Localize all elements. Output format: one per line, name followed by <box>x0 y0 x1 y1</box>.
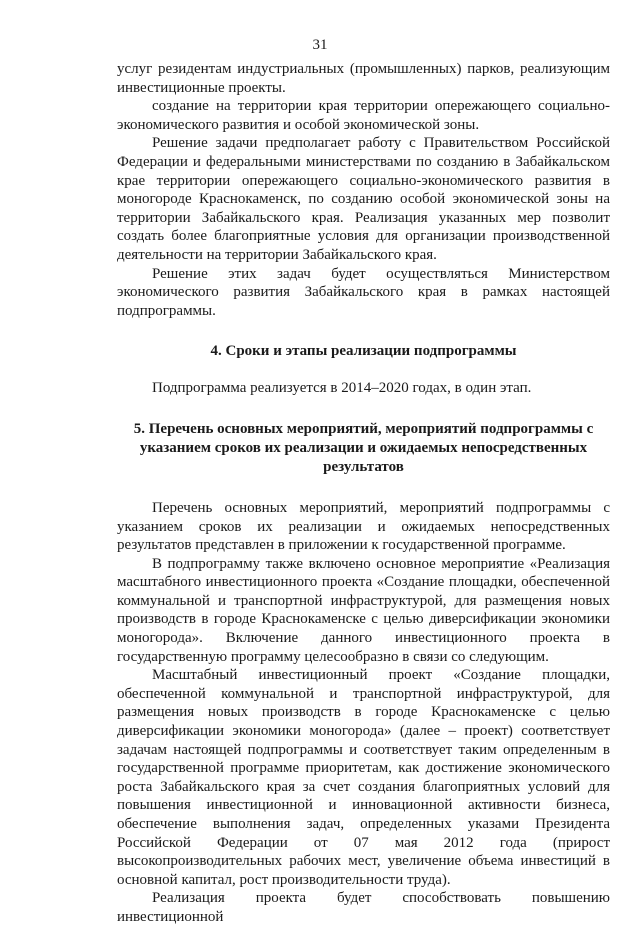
paragraph-timeline: Подпрограмма реализуется в 2014–2020 годах, в один этап. <box>152 380 532 397</box>
page-number: 31 <box>312 37 328 53</box>
paragraph-sez-creation: создание на территории края территории опережающего социально-экономического развития и особой экономической зоны. <box>117 98 610 133</box>
section-heading-5: 5. Перечень основных мероприятий, мероприятий подпрограммы с указанием сроков их реализации и ожидаемых непосредственных результатов <box>133 420 594 475</box>
document-body <box>117 60 610 927</box>
paragraph-project-description: Масштабный инвестиционный проект «Создание площадки, обеспеченной коммунальной и транспортной инфраструктурой, для размещения новых производств в городе Краснокаменске с целью диверсификации экономики моногорода» (далее – проект) соответствует задачам настоящей подпрограммы и соответствует таким определенным в государственной программе приоритетам, как достижение экономического роста Забайкальского края за счет создания благоприятных условий для повышения инвестиционной и инновационной активности бизнеса, обеспечение выполнения задач, определенных указами Президента Российской Федерации от 07 мая 2012 года (прирост высокопроизводительных рабочих мест, увеличение объема инвестиций в основной капитал, рост производительности труда). <box>117 667 610 888</box>
paragraph-project-impact: Реализация проекта будет способствовать повышению инвестиционной <box>117 890 610 925</box>
section-heading-4: 4. Сроки и этапы реализации подпрограммы <box>210 343 517 360</box>
paragraph-ministry: Решение этих задач будет осуществляться Министерством экономического развития Забайкальского края в рамках настоящей подпрограммы. <box>117 265 610 319</box>
paragraph-main-activity: В подпрограмму также включено основное мероприятие «Реализация масштабного инвестиционного проекта «Создание площадки, обеспеченной коммунальной и транспортной инфраструктурой, для размещения новых производств в городе Краснокаменске с целью диверсификации экономики моногорода». Включение данного инвестиционного проекта в государственную программу целесообразно в связи со следующим. <box>117 555 610 665</box>
paragraph-continuation: услуг резидентам индустриальных (промышленных) парков, реализующим инвестиционные проекты. <box>117 61 610 96</box>
paragraph-activities-list: Перечень основных мероприятий, мероприятий подпрограммы с указанием сроков их реализации и ожидаемых непосредственных результатов представлен в приложении к государственной программе. <box>117 499 610 554</box>
paragraph-task-solution: Решение задачи предполагает работу с Правительством Российской Федерации и федеральными министерствами по созданию в Забайкальском крае территории опережающего социально-экономического развития в моногороде Краснокаменск, по созданию особой экономической зоны на территории Забайкальского края. Реализация указанных мер позволит создать более благоприятные условия для организации производственной деятельности на территории Забайкальского края. <box>117 135 610 263</box>
